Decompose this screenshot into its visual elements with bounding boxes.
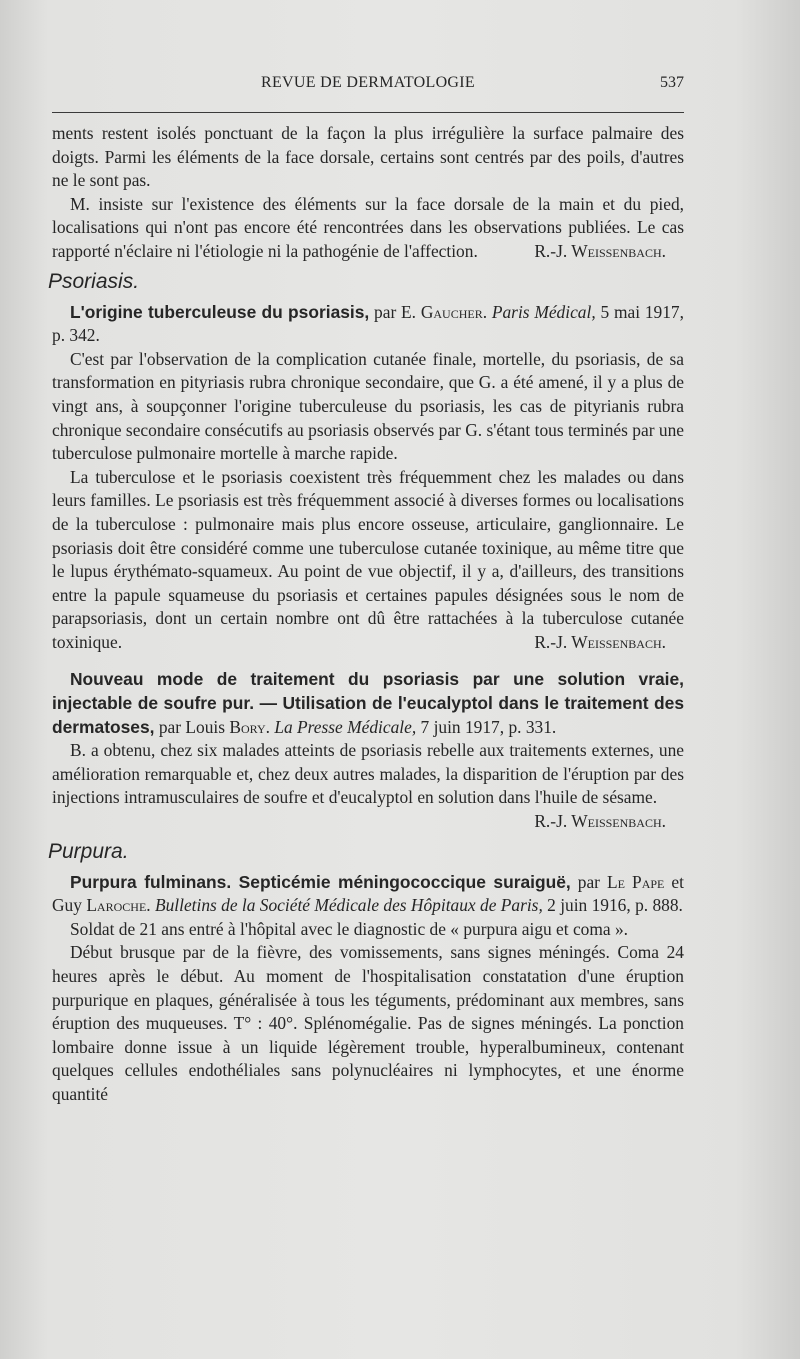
article-author: Bory. — [229, 716, 270, 737]
reviewer-signature: R.-J. Weissenbach. — [534, 240, 666, 261]
paragraph-text: La tuberculose et le psoriasis coexistent très fréquemment chez les malades ou dans leurs familles. Le psoriasis est très fréquemment associé à diverses formes ou localisations de la tuberculose : pulmonaire mais plus encore osseuse, articulaire, ganglionnaire. Le psoriasis doit être considéré comme une tuberculose cutanée toxinique, au même titre que le lupus érythémato-squameux. Au point de vue objectif, il y a, d'ailleurs, des transitions entre la papule squameuse du psoriasis et certaines papules désignées sous le nom de parapsoriasis, dont un certain nombre ont dû être rattachées à la tuberculose cutanée toxinique. — [52, 466, 684, 652]
citation-date: 5 mai 1917, p. 342. — [52, 301, 684, 346]
journal-name: La Presse Médicale, — [274, 716, 417, 737]
section-heading: Psoriasis. — [48, 269, 140, 293]
page-number: 537 — [660, 74, 684, 91]
citation-by: par E. — [374, 301, 417, 322]
spacer — [52, 654, 684, 668]
article-citation — [52, 301, 684, 348]
paragraph — [52, 466, 684, 655]
paragraph — [52, 193, 684, 264]
article-author: Laroche. — [86, 895, 151, 916]
citation-by: par Louis — [158, 716, 225, 737]
citation-by: par — [577, 871, 600, 892]
article-title: Nouveau mode de traitement du psoriasis par une solution vraie, injectable de soufre pur. — Utilisation de l'eucalyptol dans le traitement des dermatoses, — [52, 669, 684, 737]
citation-date: 7 juin 1917, p. 331. — [420, 716, 557, 737]
journal-name: Bulletins de la Société Médicale des Hôpitaux de Paris, — [154, 895, 543, 916]
journal-name: Paris Médical, — [491, 301, 596, 322]
article-title: Purpura fulminans. Septicémie méningococcique suraiguë, — [70, 871, 571, 892]
paragraph: Début brusque par de la fièvre, des vomissements, sans signes méningés. Coma 24 heures après le début. Au moment de l'hospitalisation constatation d'une éruption purpurique en plaques, généralisée à tous les téguments, prédominant aux membres, sans éruption des muqueuses. T° : 40°. Splénomégalie. Pas de signes méningés. La ponction lombaire donne issue à un liquide légèrement trouble, hyperalbumineux, contenant quelques cellules endothéliales sans polynucléaires ni lymphocytes, et une énorme quantité — [52, 942, 684, 1104]
paragraph — [52, 739, 684, 833]
article-citation — [52, 871, 684, 918]
citation-and: et Guy — [52, 871, 684, 916]
paragraph-text: B. a obtenu, chez six malades atteints de psoriasis rebelle aux traitements externes, une amélioration remarquable et, chez deux autres malades, la disparition de l'éruption par des injections intramusculaires de soufre et d'eucalyptol en solution dans l'huile de sésame. — [52, 740, 684, 808]
section-heading: Purpura. — [48, 839, 129, 863]
paragraph-text: M. insiste sur l'existence des éléments sur la face dorsale de la main et du pied, localisations qui n'ont pas encore été rencontrées dans les observations publiées. Le cas rapporté n'éclaire ni l'étiologie ni la pathogénie de l'affection. — [52, 193, 684, 261]
citation-date: 2 juin 1916, p. 888. — [547, 895, 683, 916]
header-rule — [52, 112, 684, 113]
article-author: Gaucher. — [420, 301, 488, 322]
running-header — [52, 74, 684, 98]
reviewer-signature: R.-J. Weissenbach. — [534, 631, 666, 652]
paragraph: Soldat de 21 ans entré à l'hôpital avec le diagnostic de « purpura aigu et coma ». — [70, 918, 629, 939]
paragraph: C'est par l'observation de la complication cutanée finale, mortelle, du psoriasis, de sa transformation en pityriasis rubra chronique secondaire, que G. a été amené, il y a plus de vingt ans, à soupçonner l'origine tuberculeuse du psoriasis, les cas de pityrianis rubra chronique secondaire consécutifs au psoriasis observés par G. s'étant tous terminés par une tuberculose pulmonaire mortelle à marche rapide. — [52, 348, 684, 464]
page-body — [48, 122, 684, 1107]
paragraph: ments restent isolés ponctuant de la façon la plus irrégulière la surface palmaire des doigts. Parmi les éléments de la face dorsale, certains sont centrés par des poils, d'autres ne le sont pas. — [52, 123, 684, 191]
reviewer-signature: R.-J. Weissenbach. — [534, 811, 666, 832]
article-author: Le Pape — [607, 871, 665, 892]
article-citation — [52, 668, 684, 739]
article-title: L'origine tuberculeuse du psoriasis, — [70, 301, 370, 322]
running-title: REVUE DE DERMATOLOGIE — [261, 74, 475, 91]
